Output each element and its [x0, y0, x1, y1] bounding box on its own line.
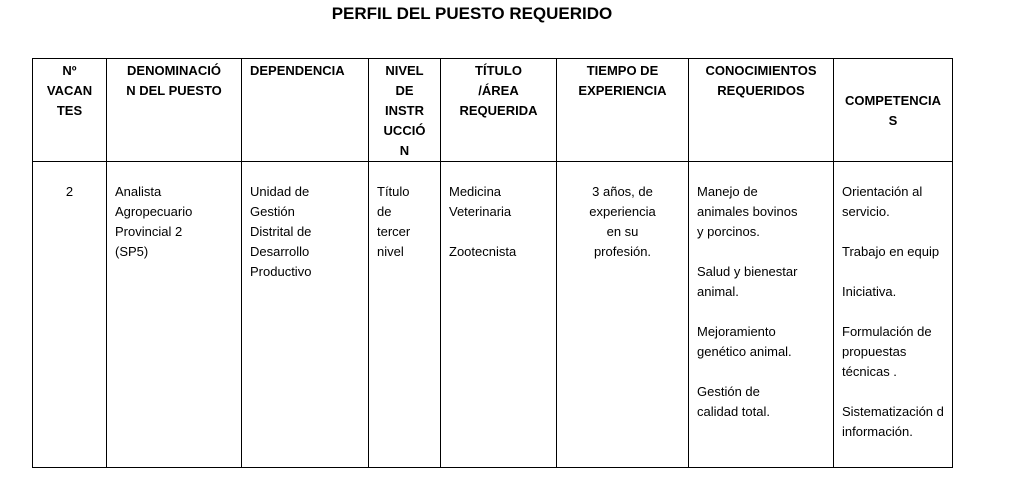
text-line: Título — [377, 184, 410, 199]
job-profile-table — [32, 58, 953, 468]
header-competencias — [834, 59, 953, 162]
table-row — [33, 162, 953, 468]
spacer — [842, 302, 944, 322]
spacer — [449, 222, 548, 242]
text-line: Unidad de — [250, 184, 310, 199]
spacer — [842, 262, 944, 282]
header-vacantes — [33, 59, 107, 162]
text-line: animal. — [697, 284, 739, 299]
text-line: calidad total. — [697, 404, 770, 419]
text-line: información. — [842, 424, 913, 439]
header-titulo — [441, 59, 557, 162]
text-line: Nº — [62, 63, 77, 78]
text-line: Iniciativa. — [842, 284, 897, 299]
text-line: Sistematización d — [842, 404, 944, 419]
text-line: Provincial 2 — [115, 224, 183, 239]
text-line: profesión. — [593, 244, 652, 259]
text-line: COMPETENCIA — [844, 93, 942, 108]
text-line: Distrital de — [250, 224, 312, 239]
page-title: PERFIL DEL PUESTO REQUERIDO — [331, 4, 613, 23]
text-line: Gestión — [250, 204, 295, 219]
text-line: Salud y bienestar — [697, 264, 798, 279]
text-line: propuestas — [842, 344, 907, 359]
text-line: tercer — [377, 224, 411, 239]
text-line: Productivo — [250, 264, 312, 279]
text-line: TÍTULO — [475, 63, 522, 78]
text-line: Medicina — [449, 184, 502, 199]
text-line: animales bovinos — [697, 204, 798, 219]
text-line: DE — [395, 83, 414, 98]
table-header-row — [33, 59, 953, 162]
text-line: REQUERIDOS — [717, 83, 805, 98]
cell-vacantes: 2 — [33, 162, 107, 468]
text-line: DEPENDENCIA — [250, 63, 345, 78]
text-line: Agropecuario — [115, 204, 193, 219]
header-denominacion — [107, 59, 242, 162]
text-line: Gestión de — [697, 384, 760, 399]
text-line: Trabajo en equip — [842, 244, 940, 259]
text-line: nivel — [377, 244, 404, 259]
text-line: de — [377, 204, 392, 219]
text-line: (SP5) — [115, 244, 149, 259]
cell-conocimientos — [689, 162, 834, 468]
spacer — [697, 362, 825, 382]
text-line: REQUERIDA — [459, 103, 538, 118]
header-dependencia — [242, 59, 369, 162]
cell-titulo — [441, 162, 557, 468]
text-line: Desarrollo — [250, 244, 310, 259]
spacer — [697, 302, 825, 322]
header-conocimientos — [689, 59, 834, 162]
text-line: Mejoramiento — [697, 324, 776, 339]
text-line: experiencia — [589, 204, 656, 219]
spacer — [842, 382, 944, 402]
text-line: N — [399, 143, 410, 158]
header-nivel — [369, 59, 441, 162]
text-line: TIEMPO DE — [586, 63, 659, 78]
text-line: /ÁREA — [478, 83, 519, 98]
header-tiempo — [557, 59, 689, 162]
text-line: CONOCIMIENTOS — [705, 63, 817, 78]
text-line: Veterinaria — [449, 204, 512, 219]
text-line: Manejo de — [697, 184, 758, 199]
cell-nivel — [369, 162, 441, 468]
text-line: N DEL PUESTO — [126, 83, 222, 98]
spacer — [697, 242, 825, 262]
spacer — [842, 222, 944, 242]
text-line: NIVEL — [385, 63, 424, 78]
text-line: Formulación de — [842, 324, 932, 339]
text-line: DENOMINACIÓ — [127, 63, 221, 78]
cell-dependencia — [242, 162, 369, 468]
text-line: genético animal. — [697, 344, 792, 359]
cell-denominacion — [107, 162, 242, 468]
text-line: Orientación al — [842, 184, 923, 199]
text-line: 3 años, de — [592, 184, 653, 199]
text-line: S — [888, 113, 898, 128]
text-line: Analista — [115, 184, 162, 199]
text-line: en su — [606, 224, 639, 239]
text-line: VACAN — [46, 83, 93, 98]
cell-competencias — [834, 162, 953, 468]
cell-tiempo — [557, 162, 689, 468]
text-line: y porcinos. — [697, 224, 760, 239]
text-line: INSTR — [385, 103, 424, 118]
text-line: TES — [56, 103, 83, 118]
text-line: servicio. — [842, 204, 890, 219]
text-line: técnicas . — [842, 364, 897, 379]
text-line: UCCIÓ — [383, 123, 426, 138]
text-line: EXPERIENCIA — [578, 83, 667, 98]
text-line: Zootecnista — [449, 244, 517, 259]
